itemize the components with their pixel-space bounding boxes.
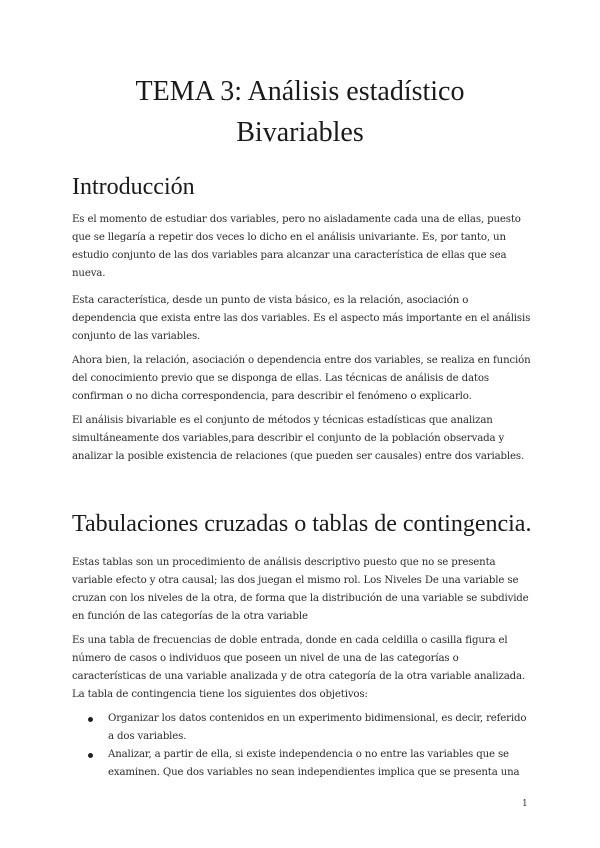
objectives-list xyxy=(88,710,532,782)
document-title-line-1: TEMA 3: Análisis estadístico xyxy=(135,76,465,107)
document-title-line-2: Bivariables xyxy=(236,117,364,148)
tabulaciones-paragraph-1: Estas tablas son un procedimiento de análisis descriptivo puesto que no se presenta variable efecto y otra causal; las dos juegan el mismo rol. Los Niveles De una variable se cruzan con los niveles de la otra, de forma que la distribución de una variable se subdivide en función de las categorías de la otra variable xyxy=(72,557,529,622)
section-heading-tabulaciones: Tabulaciones cruzadas o tablas de contingencia. xyxy=(72,511,532,537)
page-number: 1 xyxy=(522,799,528,809)
intro-paragraph-3: Ahora bien, la relación, asociación o dependencia entre dos variables, se realiza en función del conocimiento previo que se disponga de ellas. Las técnicas de análisis de datos confirman o no dicha correspondencia, para describir el fenómeno o explicarlo. xyxy=(72,355,531,402)
list-item xyxy=(88,710,532,746)
intro-paragraph-2: Esta característica, desde un punto de vista básico, es la relación, asociación o dependencia que exista entre las dos variables. Es el aspecto más importante en el análisis conjunto de las variables. xyxy=(72,295,531,342)
list-item-text: Organizar los datos contenidos en un experimento bidimensional, es decir, referido a dos variables. xyxy=(108,713,527,742)
tabulaciones-paragraph-2: Es una tabla de frecuencias de doble entrada, donde en cada celdilla o casilla figura el número de casos o individuos que poseen un nivel de una de las categorías o características de una variable analizada y de otra categoría de la otra variable analizada. La tabla de contingencia tiene los siguientes dos objetivos: xyxy=(72,635,526,700)
list-item xyxy=(88,746,532,782)
list-item-text: Analizar, a partir de ella, si existe independencia o no entre las variables que se examinen. Que dos variables no sean independientes implica que se presenta una xyxy=(108,749,520,778)
bullet-icon xyxy=(88,717,93,722)
intro-paragraph-4: El análisis bivariable es el conjunto de métodos y técnicas estadísticas que analizan simultáneamente dos variables,para describir el conjunto de la población observada y analizar la posible existencia de relaciones (que pueden ser causales) entre dos variables. xyxy=(72,415,525,462)
bullet-icon xyxy=(88,753,93,758)
intro-paragraph-1: Es el momento de estudiar dos variables, pero no aisladamente cada una de ellas, puesto que se llegaría a repetir dos veces lo dicho en el análisis univariante. Es, por tanto, un estudio conjunto de las dos variables para alcanzar una característica de ellas que sea nueva. xyxy=(72,214,521,279)
section-heading-introduccion: Introducción xyxy=(72,174,195,200)
